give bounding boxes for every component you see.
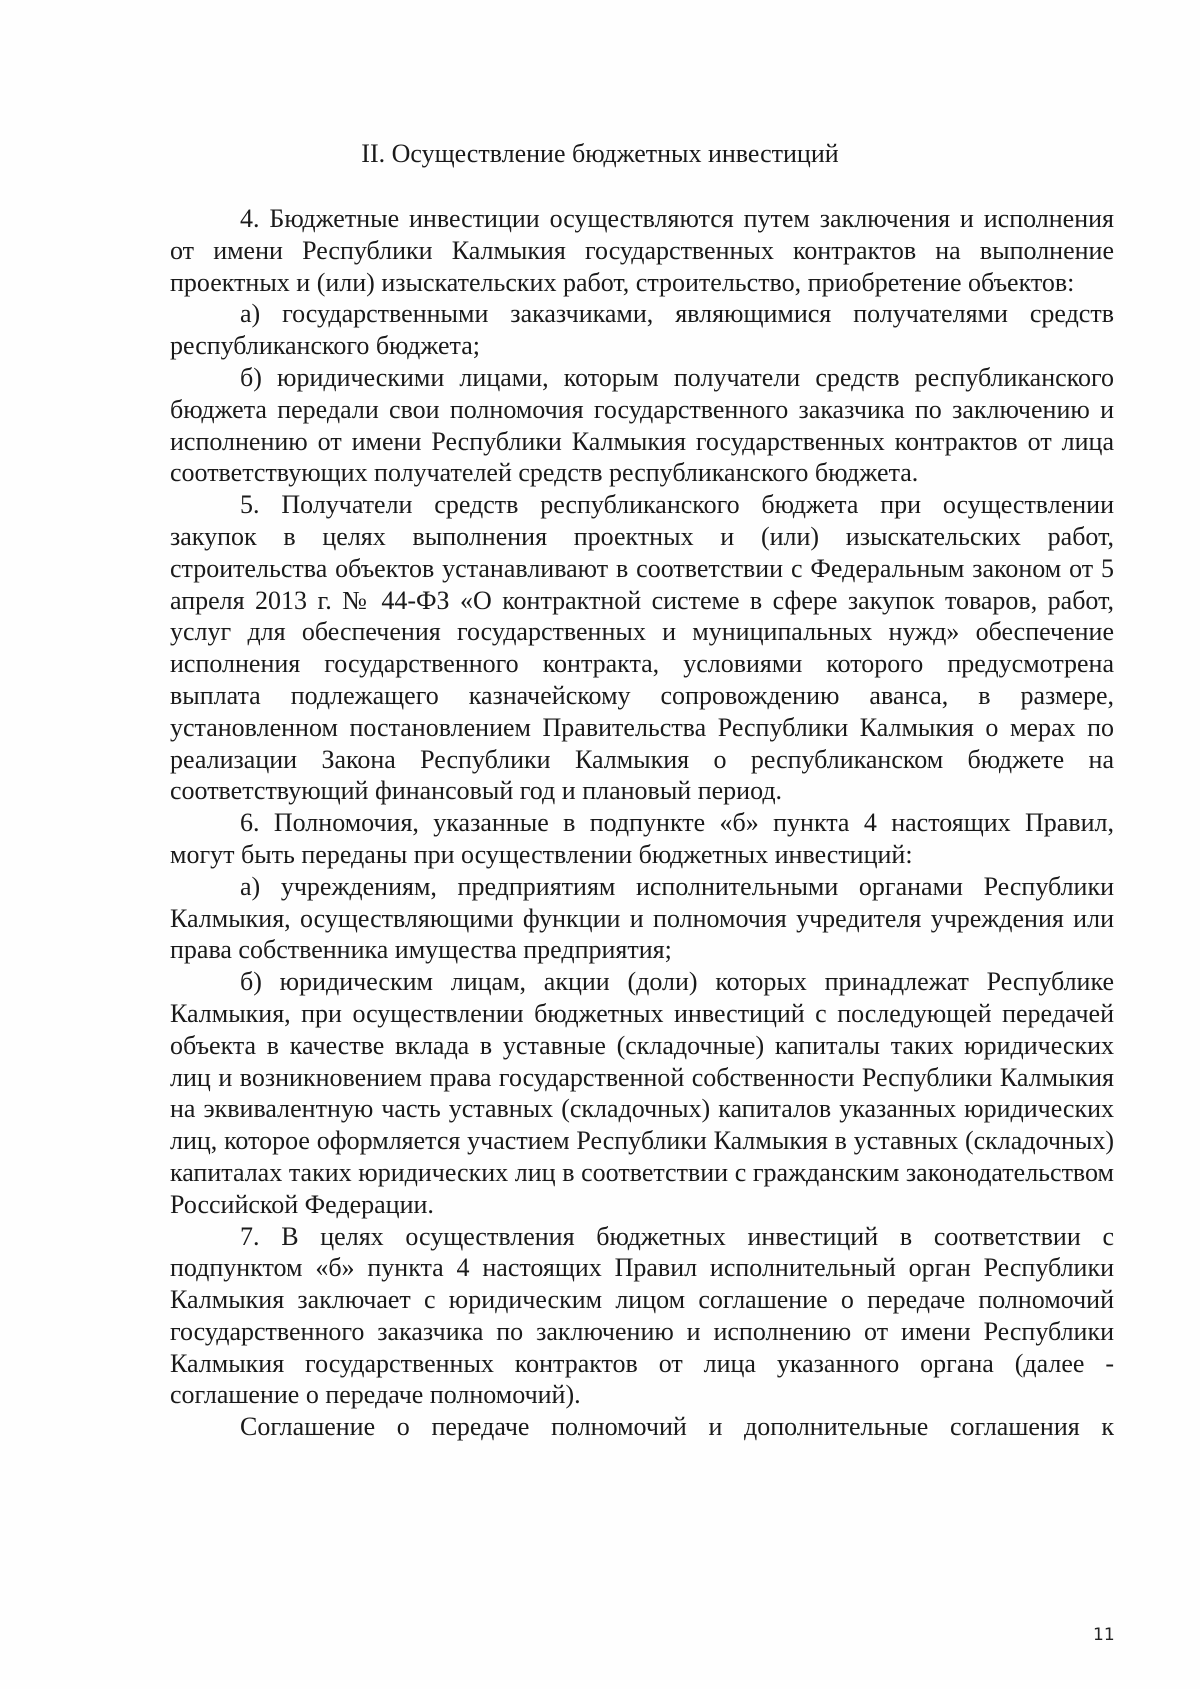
paragraph-5: 5. Получатели средств республиканского бюджета при осуществлении закупок в целях выполнения проектных и (или) изыскательских работ, строительства объектов устанавливают в соответствии с Федеральным законом от 5 апреля 2013 г. № 44-ФЗ «О контрактной системе в сфере закупок товаров, работ, услуг для обеспечения государственных и муниципальных нужд» обеспечение исполнения государственного контракта, условиями которого предусмотрена выплата подлежащего казначейскому сопровождению аванса, в размере, установленном постановлением Правительства Республики Калмыкия о мерах по реализации Закона Республики Калмыкия о республиканском бюджете на соответствующий финансовый год и плановый период. [170,490,1114,806]
document-body [170,203,1114,1443]
page-number: 11 [1093,1625,1115,1645]
section-heading: II. Осуществление бюджетных инвестиций [361,139,839,168]
paragraph-6a: а) учреждениям, предприятиям исполнительными органами Республики Калмыкия, осуществляющими функции и полномочия учредителя учреждения или права собственника имущества предприятия; [170,871,1114,965]
paragraph-4b: б) юридическими лицами, которым получатели средств республиканского бюджета передали свои полномочия государственного заказчика по заключению и исполнению от имени Республики Калмыкия государственных контрактов от лица соответствующих получателей средств республиканского бюджета. [170,362,1114,488]
paragraph-4: 4. Бюджетные инвестиции осуществляются путем заключения и исполнения от имени Республики Калмыкия государственных контрактов на выполнение проектных и (или) изыскательских работ, строительство, приобретение объектов: [170,204,1114,297]
paragraph-4a: а) государственными заказчиками, являющимися получателями средств республиканского бюджета; [170,299,1114,361]
paragraph-7: 7. В целях осуществления бюджетных инвестиций в соответствии с подпунктом «б» пункта 4 настоящих Правил исполнительный орган Республики Калмыкия заключает с юридическим лицом соглашение о передаче полномочий государственного заказчика по заключению и исполнению от имени Республики Калмыкия государственных контрактов от лица указанного органа (далее - соглашение о передаче полномочий). [170,1221,1114,1410]
paragraph-6b: б) юридическим лицам, акции (доли) которых принадлежат Республике Калмыкия, при осуществлении бюджетных инвестиций с последующей передачей объекта в качестве вклада в уставные (складочные) капиталы таких юридических лиц и возникновением права государственной собственности Республики Калмыкия на эквивалентную часть уставных (складочных) капиталов указанных юридических лиц, которое оформляется участием Республики Калмыкия в уставных (складочных) капиталах таких юридических лиц в соответствии с гражданским законодательством Российской Федерации. [170,967,1114,1219]
paragraph-6: 6. Полномочия, указанные в подпункте «б» пункта 4 настоящих Правил, могут быть переданы при осуществлении бюджетных инвестиций: [170,808,1114,869]
paragraph-7-continuation: Соглашение о передаче полномочий и дополнительные соглашения к [240,1412,1114,1442]
